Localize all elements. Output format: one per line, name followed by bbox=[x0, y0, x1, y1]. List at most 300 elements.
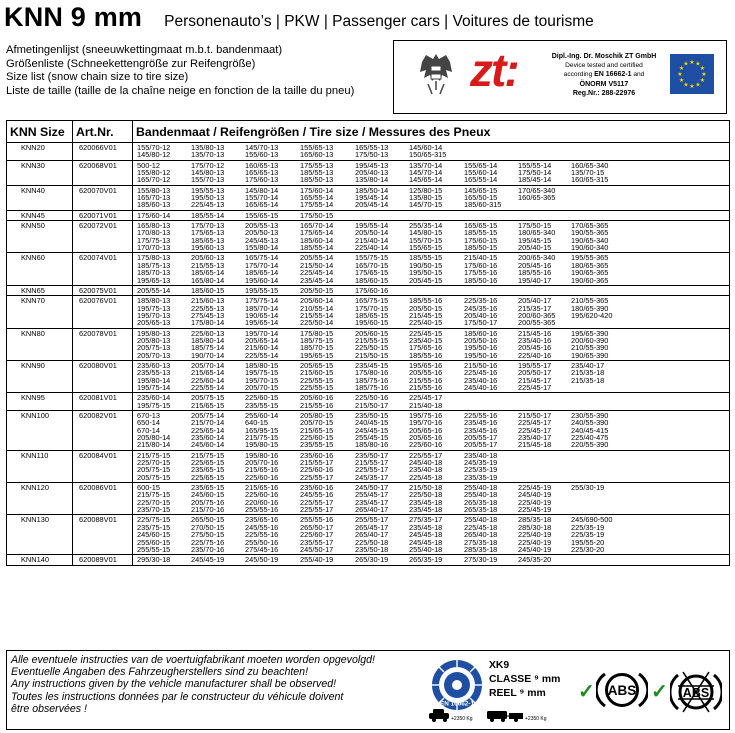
tire-size: 195/55-365 bbox=[571, 253, 609, 263]
tire-size: 265/50-17 bbox=[300, 522, 334, 532]
tire-size: 185/80-13 bbox=[137, 296, 171, 306]
tire-size: 225/55-17 bbox=[300, 472, 334, 482]
tire-size: 225/35-19 bbox=[464, 465, 498, 475]
tire-size: 240/45-415 bbox=[571, 425, 609, 435]
tire-size: 225/60-16 bbox=[245, 472, 279, 482]
knn-size-cell: KNN45 bbox=[7, 210, 73, 220]
tire-size bbox=[571, 474, 626, 481]
tire-size: 175/60-15 bbox=[464, 235, 498, 245]
tire-size: 225/60-15 bbox=[245, 393, 279, 403]
tire-size: 155/60-14 bbox=[464, 168, 498, 178]
intro-line: Afmetingenlijst (sneeuwkettingmaat m.b.t. bandenmaat) bbox=[6, 44, 283, 56]
cert-norm: EN 16662-1 bbox=[594, 71, 632, 79]
tire-size: 245/40-16 bbox=[464, 382, 498, 392]
tire-size: 225/45-19 bbox=[518, 505, 552, 515]
tire-size: 215/65-15 bbox=[300, 425, 334, 435]
tire-size: 235/45-15 bbox=[355, 360, 389, 370]
tire-size: 205/45-15 bbox=[409, 275, 443, 285]
tire-size: 195/55-17 bbox=[518, 360, 552, 370]
tire-size: 145/65-15 bbox=[464, 185, 498, 195]
tire-sizes-cell bbox=[133, 393, 730, 411]
tire-size: 165/65-15 bbox=[464, 221, 498, 231]
tire-size: 235/55-17 bbox=[300, 537, 334, 547]
article-number-cell: 620084V01 bbox=[73, 450, 133, 482]
tire-size: 245/55-16 bbox=[300, 490, 334, 500]
tire-size: 205/40-13 bbox=[355, 168, 389, 178]
tire-size: 235/60-14 bbox=[137, 393, 171, 403]
tire-sizes-cell bbox=[133, 185, 730, 210]
tire-size: 235/40-16 bbox=[464, 375, 498, 385]
tire-size: 215/40-15 bbox=[464, 253, 498, 263]
tire-size: 190/60-340 bbox=[571, 243, 609, 253]
tire-size: 275/35-18 bbox=[464, 537, 498, 547]
tire-size: 225/65-15 bbox=[191, 472, 225, 482]
austrian-eagle-icon bbox=[418, 50, 454, 96]
tire-sizes-cell bbox=[133, 483, 730, 515]
tire-size bbox=[571, 452, 626, 459]
tire-size: 175/70-12 bbox=[191, 160, 225, 170]
tire-size: 255/45-17 bbox=[355, 490, 389, 500]
knn-size-cell: KNN110 bbox=[7, 450, 73, 482]
tire-size-grid bbox=[137, 187, 727, 209]
tire-size: 155/65-15 bbox=[409, 243, 443, 253]
tire-size: 190/60-365 bbox=[571, 275, 609, 285]
tire-size: 195/50-13 bbox=[191, 193, 225, 203]
tire-size: 235/55-15 bbox=[300, 440, 334, 450]
tire-sizes-cell bbox=[133, 253, 730, 285]
tire-size: 245/40-19 bbox=[518, 544, 552, 554]
tire-size: 185/60-315 bbox=[464, 200, 502, 210]
tire-size: 175/55-16 bbox=[464, 268, 498, 278]
tire-size bbox=[571, 384, 626, 391]
tire-size: 165/55-14 bbox=[464, 175, 498, 185]
tire-size: 265/40-18 bbox=[464, 530, 498, 540]
tire-size: 245/50-19 bbox=[245, 555, 279, 565]
article-number-cell: 620082V01 bbox=[73, 411, 133, 451]
tire-size: 215/55-16 bbox=[409, 375, 443, 385]
tire-size: 225/55-13 bbox=[191, 303, 225, 313]
tire-size: 225/40-19 bbox=[518, 497, 552, 507]
tire-size: 170/70-13 bbox=[137, 243, 171, 253]
tire-sizes-cell bbox=[133, 296, 730, 328]
tire-size: 205/60-14 bbox=[300, 296, 334, 306]
article-number-cell: 620089V01 bbox=[73, 555, 133, 565]
tire-size: 125/80-15 bbox=[409, 185, 443, 195]
tire-size: 215/55-17 bbox=[355, 458, 389, 468]
tire-size: 235/40-18 bbox=[409, 465, 443, 475]
tire-size: 205/65-13 bbox=[137, 318, 171, 328]
tire-size: 225/35-16 bbox=[464, 296, 498, 306]
tire-size: 245/40-18 bbox=[409, 458, 443, 468]
tire-size: 155/80-13 bbox=[137, 185, 171, 195]
tire-size: 185/55-15 bbox=[409, 253, 443, 263]
tire-size: 245/35-17 bbox=[355, 472, 389, 482]
tire-size: 155/70-14 bbox=[245, 193, 279, 203]
tire-size: 195/50-15 bbox=[409, 268, 443, 278]
tire-sizes-cell bbox=[133, 143, 730, 161]
tire-size: 225/60-13 bbox=[191, 328, 225, 338]
svg-text:★: ★ bbox=[695, 60, 701, 68]
tire-size: 185/50-15 bbox=[464, 243, 498, 253]
tire-size: 265/35-18 bbox=[464, 505, 498, 515]
tire-size: 245/55-16 bbox=[245, 522, 279, 532]
tire-size: 225/60-16 bbox=[409, 440, 443, 450]
tire-size-grid bbox=[137, 452, 727, 481]
intro-line: Liste de taille (taille de la chaîne neige en fonction de la taille du pneu) bbox=[6, 84, 355, 97]
tire-size: 255/55-16 bbox=[245, 505, 279, 515]
tire-size: 215/50-14 bbox=[300, 260, 334, 270]
tire-size: 185/65-14 bbox=[191, 268, 225, 278]
tire-size: 235/40-16 bbox=[518, 335, 552, 345]
tire-size bbox=[518, 474, 571, 481]
check-icon: ✓ bbox=[651, 681, 668, 703]
tire-size: 225/60-16 bbox=[245, 490, 279, 500]
knn-size-cell: KNN140 bbox=[7, 555, 73, 565]
tire-size: 215/65-14 bbox=[191, 368, 225, 378]
table-header-row bbox=[7, 121, 730, 143]
cert-line: Device tested and certified bbox=[565, 62, 643, 70]
tire-size: 190/65-14 bbox=[245, 310, 279, 320]
tire-size: 235/40-15 bbox=[409, 335, 443, 345]
tire-size: 215/55-17 bbox=[300, 458, 334, 468]
tire-size: 165/70-13 bbox=[137, 193, 171, 203]
tire-size-grid bbox=[137, 162, 727, 184]
check-icon: ✓ bbox=[578, 681, 595, 703]
tire-size: 225/50-18 bbox=[355, 537, 389, 547]
knn-size-cell: KNN40 bbox=[7, 185, 73, 210]
tire-size: 235/50-18 bbox=[355, 544, 389, 554]
tire-size: 265/35-19 bbox=[409, 555, 443, 565]
table-row bbox=[7, 360, 730, 392]
tire-size: 175/65-13 bbox=[191, 228, 225, 238]
tire-size: 165/95-15 bbox=[245, 425, 279, 435]
tire-size: 185/75-14 bbox=[191, 343, 225, 353]
tire-size: 265/50-15 bbox=[191, 515, 225, 525]
tire-size bbox=[571, 506, 626, 513]
tire-size: 225/65-15 bbox=[191, 458, 225, 468]
tire-size: 175/60-13 bbox=[245, 175, 279, 185]
tire-size: 220/60-16 bbox=[245, 497, 279, 507]
tire-size: 195/60-13 bbox=[191, 243, 225, 253]
tire-size: 145/80-15 bbox=[409, 228, 443, 238]
tire-size: 185/60-15 bbox=[355, 275, 389, 285]
article-number-cell: 620086V01 bbox=[73, 483, 133, 515]
tire-sizes-cell bbox=[133, 555, 730, 565]
tire-size: 225/60-17 bbox=[300, 530, 334, 540]
tire-size: 225/60-16 bbox=[300, 465, 334, 475]
tire-size: 175/60-16 bbox=[464, 260, 498, 270]
knn-size-cell: KNN50 bbox=[7, 221, 73, 253]
tire-size: 205/65-16 bbox=[409, 425, 443, 435]
tire-size: 235/45-14 bbox=[300, 275, 334, 285]
tire-size: 185/70-13 bbox=[137, 268, 171, 278]
tire-size: 175/60-14 bbox=[300, 185, 334, 195]
tire-size: 205/55-14 bbox=[300, 253, 334, 263]
tire-size: 225/55-14 bbox=[191, 382, 225, 392]
article-number-cell: 620076V01 bbox=[73, 296, 133, 328]
table-row bbox=[7, 221, 730, 253]
intro-line: Größenliste (Schneekettengröße zur Reifengröße) bbox=[6, 57, 256, 70]
svg-text:★: ★ bbox=[683, 60, 689, 68]
tire-size-grid bbox=[137, 556, 727, 563]
size-table bbox=[6, 120, 730, 566]
article-number-cell: 620068V01 bbox=[73, 160, 133, 185]
certificate-text bbox=[549, 52, 659, 98]
tire-size: 205/50-15 bbox=[300, 285, 334, 295]
tire-size: 235/45-16 bbox=[464, 425, 498, 435]
tire-size: 195/80-14 bbox=[137, 375, 171, 385]
tire-size: 205/80-15 bbox=[300, 411, 334, 420]
tire-size: 195/75-15 bbox=[245, 368, 279, 378]
tire-size: 165/75-14 bbox=[245, 253, 279, 263]
tire-size: 245/40-19 bbox=[518, 490, 552, 500]
tire-size: 270/50-15 bbox=[191, 522, 225, 532]
tire-size: 225/45-17 bbox=[518, 425, 552, 435]
tire-size: 255/50-16 bbox=[245, 537, 279, 547]
tire-size: 255/40-18 bbox=[464, 490, 498, 500]
tire-size: 245/50-17 bbox=[300, 544, 334, 554]
tire-size: 205/75-13 bbox=[137, 343, 171, 353]
tire-size: 225/50-15 bbox=[355, 343, 389, 353]
tire-size: 135/70-13 bbox=[191, 150, 225, 160]
tire-size: 175/75-14 bbox=[245, 296, 279, 306]
tire-sizes-cell bbox=[133, 360, 730, 392]
tire-size: 235/35-19 bbox=[464, 472, 498, 482]
tire-size: 205/40-16 bbox=[464, 310, 498, 320]
knn-size-cell: KNN60 bbox=[7, 253, 73, 285]
tire-size-grid bbox=[137, 330, 727, 359]
tire-size bbox=[571, 466, 626, 473]
tire-size: 145/70-14 bbox=[409, 168, 443, 178]
tire-size: 255/40-18 bbox=[464, 483, 498, 493]
tire-size: 285/35-18 bbox=[518, 515, 552, 525]
tire-size: 205/75-14 bbox=[191, 411, 225, 420]
knn-size-cell: KNN70 bbox=[7, 296, 73, 328]
table-row bbox=[7, 285, 730, 295]
tire-size: 215/55-16 bbox=[409, 382, 443, 392]
tire-size bbox=[518, 201, 571, 208]
tire-size: 215/80-14 bbox=[137, 440, 171, 450]
tire-size: 240/55-390 bbox=[571, 418, 609, 428]
tire-size: 195/40-17 bbox=[518, 275, 552, 285]
tire-size: 200/65-340 bbox=[518, 253, 556, 263]
svg-text:★: ★ bbox=[678, 65, 685, 72]
svg-text:★: ★ bbox=[689, 59, 695, 66]
tire-size: 200/60-390 bbox=[571, 335, 609, 345]
tire-size: 165/70-12 bbox=[137, 175, 171, 185]
tire-size: 150/65-315 bbox=[409, 150, 447, 160]
tire-sizes-cell bbox=[133, 285, 730, 295]
tire-size: 235/50-17 bbox=[355, 450, 389, 460]
weight-label: +2350 Kg bbox=[451, 716, 473, 722]
tire-size: 195/45-15 bbox=[518, 235, 552, 245]
tire-size: 225/45-17 bbox=[518, 382, 552, 392]
tire-size: 145/80-14 bbox=[245, 185, 279, 195]
tire-size-grid bbox=[137, 516, 727, 553]
tire-size: 195/75-16 bbox=[409, 411, 443, 420]
tire-size: 175/50-17 bbox=[464, 318, 498, 328]
tire-size: 205/80-14 bbox=[137, 433, 171, 443]
tire-size: 195/75-15 bbox=[137, 400, 171, 410]
svg-text:★: ★ bbox=[678, 77, 685, 84]
tire-size: 245/50-17 bbox=[355, 483, 389, 493]
column-header-art-nr: Art.Nr. bbox=[73, 121, 133, 143]
tire-size: 225/45-14 bbox=[300, 268, 334, 278]
tire-size: 215/65-16 bbox=[245, 483, 279, 493]
note-line: Any instructions given by the vehicle manufacturer shall be observed! bbox=[11, 678, 337, 691]
tire-size bbox=[571, 201, 626, 208]
page-title: KNN 9 mm bbox=[4, 2, 143, 32]
note-line: Eventuelle Angaben des Fahrzeugherstellers sind zu beachten! bbox=[11, 666, 309, 679]
tire-size bbox=[518, 466, 571, 473]
tire-size: 170/65-340 bbox=[518, 185, 556, 195]
tire-size: 155/70-13 bbox=[191, 175, 225, 185]
tire-size: 175/70-15 bbox=[355, 303, 389, 313]
tire-size: 205/60-16 bbox=[300, 393, 334, 403]
tire-size: 205/40-17 bbox=[518, 296, 552, 306]
tire-size: 185/75-13 bbox=[137, 260, 171, 270]
tire-size: 225/35-19 bbox=[571, 530, 605, 540]
table-body bbox=[7, 143, 730, 566]
tire-sizes-cell bbox=[133, 328, 730, 360]
tire-size: 225/45-17 bbox=[409, 393, 443, 403]
tire-size bbox=[571, 491, 626, 498]
tire-size: 165/55-14 bbox=[300, 193, 334, 203]
tire-size-grid bbox=[137, 212, 727, 219]
tire-size-grid bbox=[137, 297, 727, 326]
tire-size: 205/55-17 bbox=[464, 440, 498, 450]
tire-size: 185/45-14 bbox=[518, 175, 552, 185]
tire-size: 215/50-15 bbox=[355, 350, 389, 360]
tire-sizes-cell bbox=[133, 221, 730, 253]
tire-size: 215/50-17 bbox=[355, 400, 389, 410]
tire-size: 205/60-15 bbox=[355, 328, 389, 338]
tire-size: 230/55-390 bbox=[571, 411, 609, 420]
tire-size: 225/75-15 bbox=[137, 515, 171, 525]
tire-size bbox=[518, 212, 571, 219]
xk9-info bbox=[489, 659, 560, 701]
knn-size-cell: KNN120 bbox=[7, 483, 73, 515]
tire-size: 155/60-13 bbox=[245, 150, 279, 160]
tire-size: 180/65-390 bbox=[571, 303, 609, 313]
tire-size: 235/70-16 bbox=[191, 544, 225, 554]
tire-size bbox=[464, 402, 518, 409]
table-row bbox=[7, 296, 730, 328]
tire-size: 205/50-14 bbox=[355, 228, 389, 238]
tire-size: 215/45-15 bbox=[409, 310, 443, 320]
tire-size: 175/80-14 bbox=[191, 318, 225, 328]
tire-size: 215/55-16 bbox=[300, 400, 334, 410]
tire-size: 155/70-12 bbox=[137, 143, 171, 152]
tire-size: 155/80-14 bbox=[245, 243, 279, 253]
tire-size-grid bbox=[137, 222, 727, 251]
tire-size-grid bbox=[137, 362, 727, 391]
tire-size: 215/45-17 bbox=[518, 375, 552, 385]
tire-size: 190/65-390 bbox=[571, 350, 609, 360]
tire-size: 255/55-16 bbox=[300, 515, 334, 525]
cert-company: Dipl.-Ing. Dr. Moschik ZT GmbH bbox=[551, 53, 657, 60]
tire-size: 205/75-15 bbox=[137, 472, 171, 482]
tire-size: 640-15 bbox=[245, 418, 269, 428]
tire-size: 175/60-16 bbox=[355, 285, 389, 295]
tire-size: 205/50-17 bbox=[518, 368, 552, 378]
note-line: Toutes les instructions données par le constructeur du véhicule doivent bbox=[11, 690, 344, 703]
tire-size: 205/70-15 bbox=[300, 418, 334, 428]
tire-size: 155/65-15 bbox=[245, 210, 279, 220]
tire-size: 195/80-16 bbox=[245, 450, 279, 460]
tire-size: 245/35-20 bbox=[518, 555, 552, 565]
tire-size: 255/60-14 bbox=[245, 411, 279, 420]
tire-size: 185/55-14 bbox=[300, 243, 334, 253]
tire-size: 225/55-14 bbox=[245, 350, 279, 360]
note-line: Alle eventuele instructies van de voertuigfabrikant moeten worden opgevolgd! bbox=[11, 654, 375, 666]
tire-size: 175/50-13 bbox=[355, 150, 389, 160]
tire-size bbox=[464, 287, 518, 294]
tire-size: 275/30-19 bbox=[464, 555, 498, 565]
tire-size: 225/70-15 bbox=[137, 497, 171, 507]
svg-text:★: ★ bbox=[699, 65, 706, 72]
tire-size-grid bbox=[137, 412, 727, 449]
intro-line: Size list (snow chain size to tire size) bbox=[6, 71, 189, 84]
tire-size: 170/80-13 bbox=[137, 228, 171, 238]
tire-size: 190/55-365 bbox=[571, 228, 609, 238]
tire-size: 225/50-14 bbox=[300, 318, 334, 328]
tire-size: 185/50-14 bbox=[355, 185, 389, 195]
tire-size: 175/65-15 bbox=[355, 268, 389, 278]
tire-size: 670-14 bbox=[137, 425, 161, 435]
table-row bbox=[7, 515, 730, 555]
tire-size: 195/65-14 bbox=[245, 318, 279, 328]
weight-label: +2350 Kg bbox=[525, 716, 547, 722]
table-row bbox=[7, 328, 730, 360]
tire-size: 225/55-15 bbox=[300, 382, 334, 392]
tire-size: 190/65-365 bbox=[571, 268, 609, 278]
tire-size: 225/60-14 bbox=[191, 375, 225, 385]
tire-size: 205/65-16 bbox=[409, 433, 443, 443]
tire-size-grid bbox=[137, 144, 727, 159]
tire-size: 185/55-15 bbox=[464, 228, 498, 238]
tire-size: 235/40-18 bbox=[464, 450, 498, 460]
tire-size: 195/55-14 bbox=[355, 221, 389, 231]
table-row bbox=[7, 185, 730, 210]
article-number-cell: 620081V01 bbox=[73, 393, 133, 411]
tire-size: 215/60-15 bbox=[300, 368, 334, 378]
tire-size: 185/65-15 bbox=[355, 310, 389, 320]
reel-label: REEL ⁹ mm bbox=[489, 688, 546, 699]
page-header bbox=[4, 2, 594, 36]
tire-size: 185/75-16 bbox=[355, 382, 389, 392]
abs-text: ABS bbox=[607, 683, 637, 698]
tire-size: 225/75-16 bbox=[191, 537, 225, 547]
tire-size: 185/80-14 bbox=[191, 335, 225, 345]
tire-size: 205/45-14 bbox=[355, 200, 389, 210]
tire-size: 225/45-19 bbox=[518, 483, 552, 493]
tire-size: 245/45-15 bbox=[355, 425, 389, 435]
tire-size: 235/60-14 bbox=[191, 433, 225, 443]
tire-size: 225/55-17 bbox=[300, 505, 334, 515]
tire-size: 205/70-15 bbox=[245, 382, 279, 392]
tire-size: 185/60-14 bbox=[300, 235, 334, 245]
tire-size: 275/35-17 bbox=[409, 515, 443, 525]
tire-size-grid bbox=[137, 254, 727, 283]
tire-sizes-cell bbox=[133, 411, 730, 451]
tire-size: 195/65-16 bbox=[409, 360, 443, 370]
tire-size bbox=[518, 394, 571, 401]
tire-size: 245/45-18 bbox=[409, 537, 443, 547]
tire-size: 200/55-365 bbox=[518, 318, 556, 328]
xk9-label: XK9 bbox=[489, 660, 510, 671]
tire-size: 205/75-15 bbox=[191, 393, 225, 403]
